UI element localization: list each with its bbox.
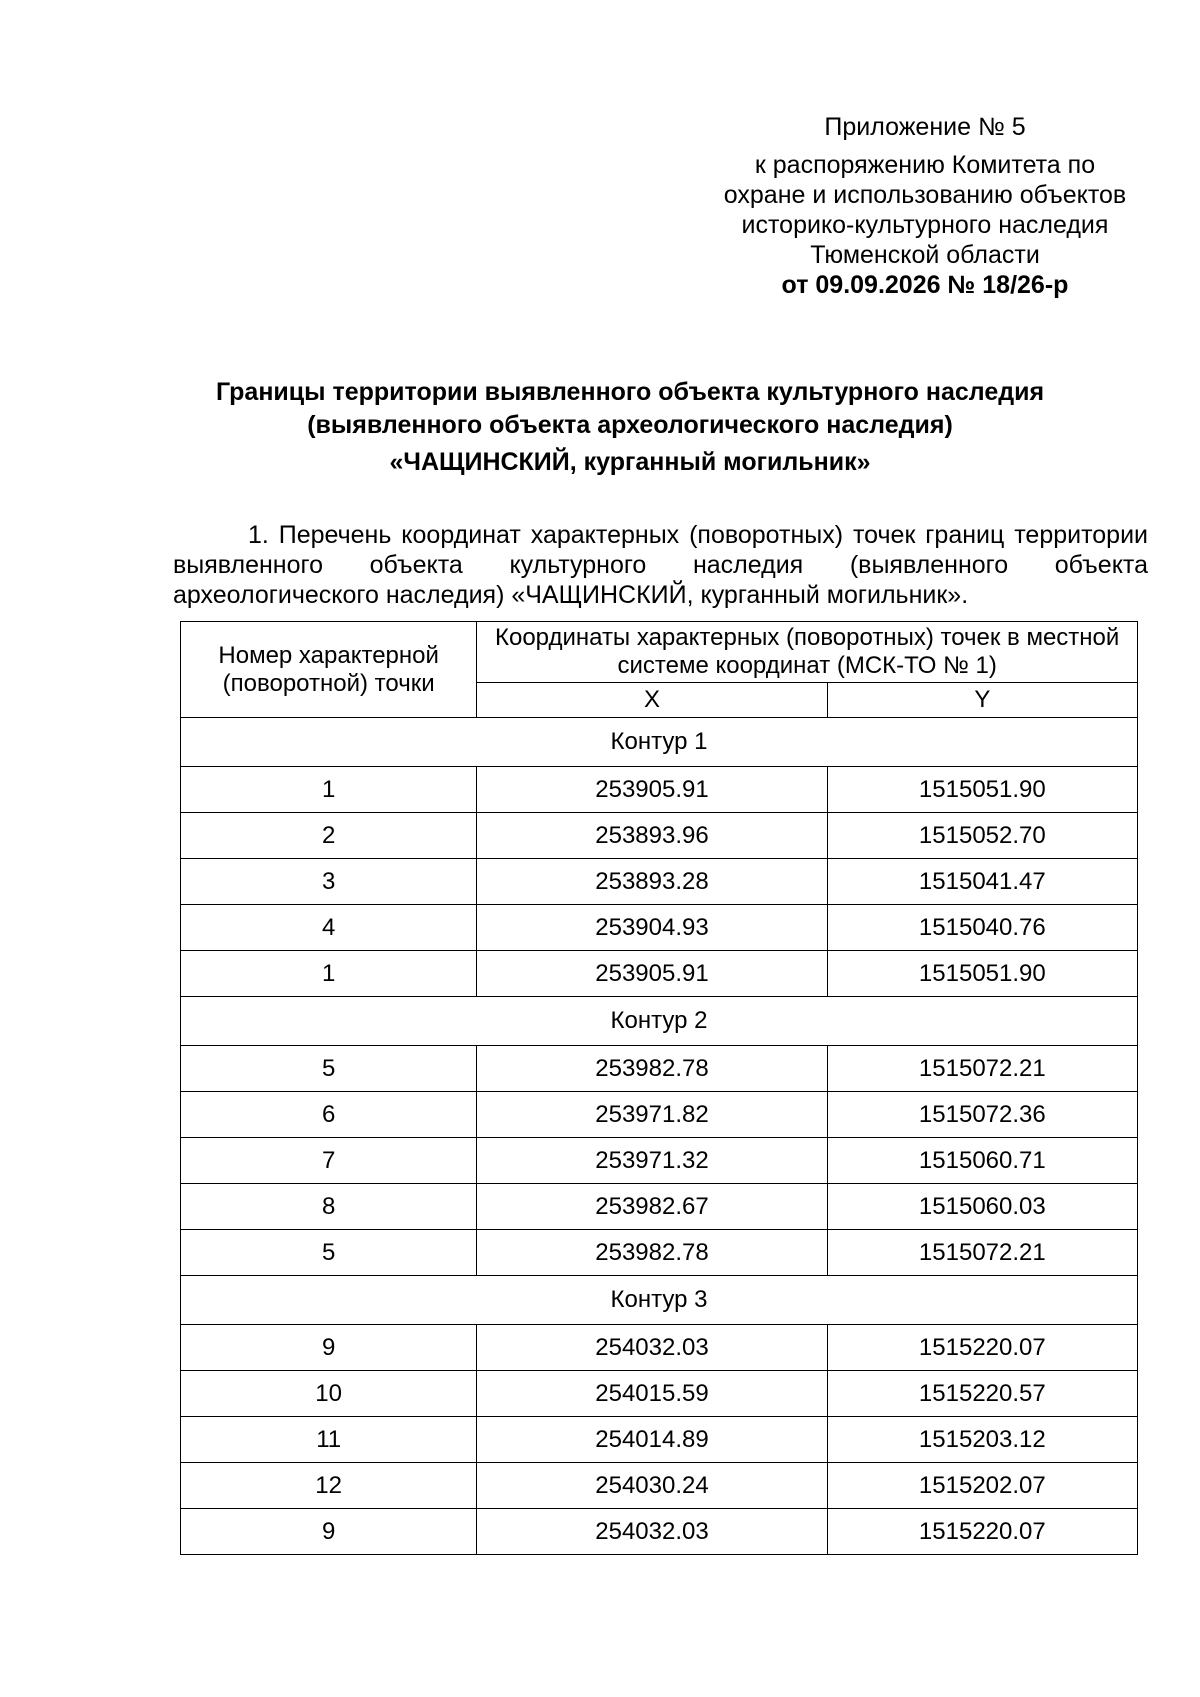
y-coordinate-cell: 1515202.07 xyxy=(827,1463,1137,1509)
y-coordinate-cell: 1515220.07 xyxy=(827,1325,1137,1371)
document-title xyxy=(170,376,1090,479)
table-row xyxy=(181,1230,1138,1276)
table-body xyxy=(181,718,1138,1555)
point-number-cell: 6 xyxy=(181,1092,477,1138)
table-row xyxy=(181,1371,1138,1417)
point-number-cell: 2 xyxy=(181,813,477,859)
table-row xyxy=(181,1463,1138,1509)
x-coordinate-cell: 254032.03 xyxy=(477,1325,827,1371)
x-coordinate-cell: 253905.91 xyxy=(477,767,827,813)
point-number-cell: 10 xyxy=(181,1371,477,1417)
table-row xyxy=(181,1046,1138,1092)
table-row xyxy=(181,905,1138,951)
y-coordinate-cell: 1515051.90 xyxy=(827,767,1137,813)
y-coordinate-cell: 1515060.71 xyxy=(827,1138,1137,1184)
point-number-cell: 4 xyxy=(181,905,477,951)
x-coordinate-cell: 253982.78 xyxy=(477,1046,827,1092)
x-coordinate-cell: 253905.91 xyxy=(477,951,827,997)
point-number-cell: 1 xyxy=(181,951,477,997)
title-line-2: (выявленного объекта археологического наследия) xyxy=(307,411,953,439)
x-coordinate-cell: 253893.96 xyxy=(477,813,827,859)
x-coordinate-cell: 254032.03 xyxy=(477,1509,827,1555)
appendix-number: Приложение № 5 xyxy=(824,113,1026,141)
table-row xyxy=(181,859,1138,905)
header-line: охране и использованию объектов xyxy=(723,181,1127,209)
y-coordinate-cell: 1515220.57 xyxy=(827,1371,1137,1417)
table-row xyxy=(181,1417,1138,1463)
y-coordinate-cell: 1515220.07 xyxy=(827,1509,1137,1555)
header-y: Y xyxy=(827,683,1137,718)
y-coordinate-cell: 1515051.90 xyxy=(827,951,1137,997)
table-row xyxy=(181,1325,1138,1371)
y-coordinate-cell: 1515203.12 xyxy=(827,1417,1137,1463)
point-number-cell: 5 xyxy=(181,1046,477,1092)
header-coordinates: Координаты характерных (поворотных) точек в местной системе координат (МСК-ТО № 1) xyxy=(477,622,1138,683)
y-coordinate-cell: 1515060.03 xyxy=(827,1184,1137,1230)
contour-row xyxy=(181,1276,1138,1325)
appendix-header xyxy=(690,112,1160,300)
table-row xyxy=(181,1092,1138,1138)
x-coordinate-cell: 253971.82 xyxy=(477,1092,827,1138)
contour-row xyxy=(181,997,1138,1046)
point-number-cell: 9 xyxy=(181,1325,477,1371)
title-line-3: «ЧАЩИНСКИЙ, курганный могильник» xyxy=(389,448,871,476)
y-coordinate-cell: 1515040.76 xyxy=(827,905,1137,951)
x-coordinate-cell: 254014.89 xyxy=(477,1417,827,1463)
header-line: к распоряжению Комитета по xyxy=(754,151,1096,179)
header-line: историко-культурного наследия xyxy=(741,211,1109,239)
contour-label: Контур 2 xyxy=(181,997,1138,1046)
table-row xyxy=(181,1509,1138,1555)
table-row xyxy=(181,813,1138,859)
header-line: Тюменской области xyxy=(810,241,1040,269)
y-coordinate-cell: 1515072.21 xyxy=(827,1046,1137,1092)
contour-label: Контур 3 xyxy=(181,1276,1138,1325)
title-line-1: Границы территории выявленного объекта культурного наследия xyxy=(215,378,1045,406)
y-coordinate-cell: 1515072.36 xyxy=(827,1092,1137,1138)
point-number-cell: 8 xyxy=(181,1184,477,1230)
x-coordinate-cell: 253971.32 xyxy=(477,1138,827,1184)
x-coordinate-cell: 254030.24 xyxy=(477,1463,827,1509)
contour-row xyxy=(181,718,1138,767)
contour-label: Контур 1 xyxy=(181,718,1138,767)
point-number-cell: 11 xyxy=(181,1417,477,1463)
y-coordinate-cell: 1515041.47 xyxy=(827,859,1137,905)
intro-paragraph: 1. Перечень координат характерных (поворотных) точек границ территории выявленного объекта культурного наследия (выявленного объекта археологического наследия) «ЧАЩИНСКИЙ, курганный могильник». xyxy=(173,521,1148,609)
coordinates-table xyxy=(180,621,1138,1555)
header-point-number: Номер характерной (поворотной) точки xyxy=(181,622,477,718)
y-coordinate-cell: 1515072.21 xyxy=(827,1230,1137,1276)
table-row xyxy=(181,951,1138,997)
table-row xyxy=(181,1184,1138,1230)
table-row xyxy=(181,767,1138,813)
header-x: X xyxy=(477,683,827,718)
x-coordinate-cell: 253982.67 xyxy=(477,1184,827,1230)
point-number-cell: 5 xyxy=(181,1230,477,1276)
decree-reference: от 09.09.2026 № 18/26-р xyxy=(781,271,1069,299)
point-number-cell: 1 xyxy=(181,767,477,813)
table-row xyxy=(181,1138,1138,1184)
point-number-cell: 3 xyxy=(181,859,477,905)
y-coordinate-cell: 1515052.70 xyxy=(827,813,1137,859)
x-coordinate-cell: 253904.93 xyxy=(477,905,827,951)
x-coordinate-cell: 253982.78 xyxy=(477,1230,827,1276)
point-number-cell: 12 xyxy=(181,1463,477,1509)
point-number-cell: 9 xyxy=(181,1509,477,1555)
x-coordinate-cell: 253893.28 xyxy=(477,859,827,905)
x-coordinate-cell: 254015.59 xyxy=(477,1371,827,1417)
point-number-cell: 7 xyxy=(181,1138,477,1184)
